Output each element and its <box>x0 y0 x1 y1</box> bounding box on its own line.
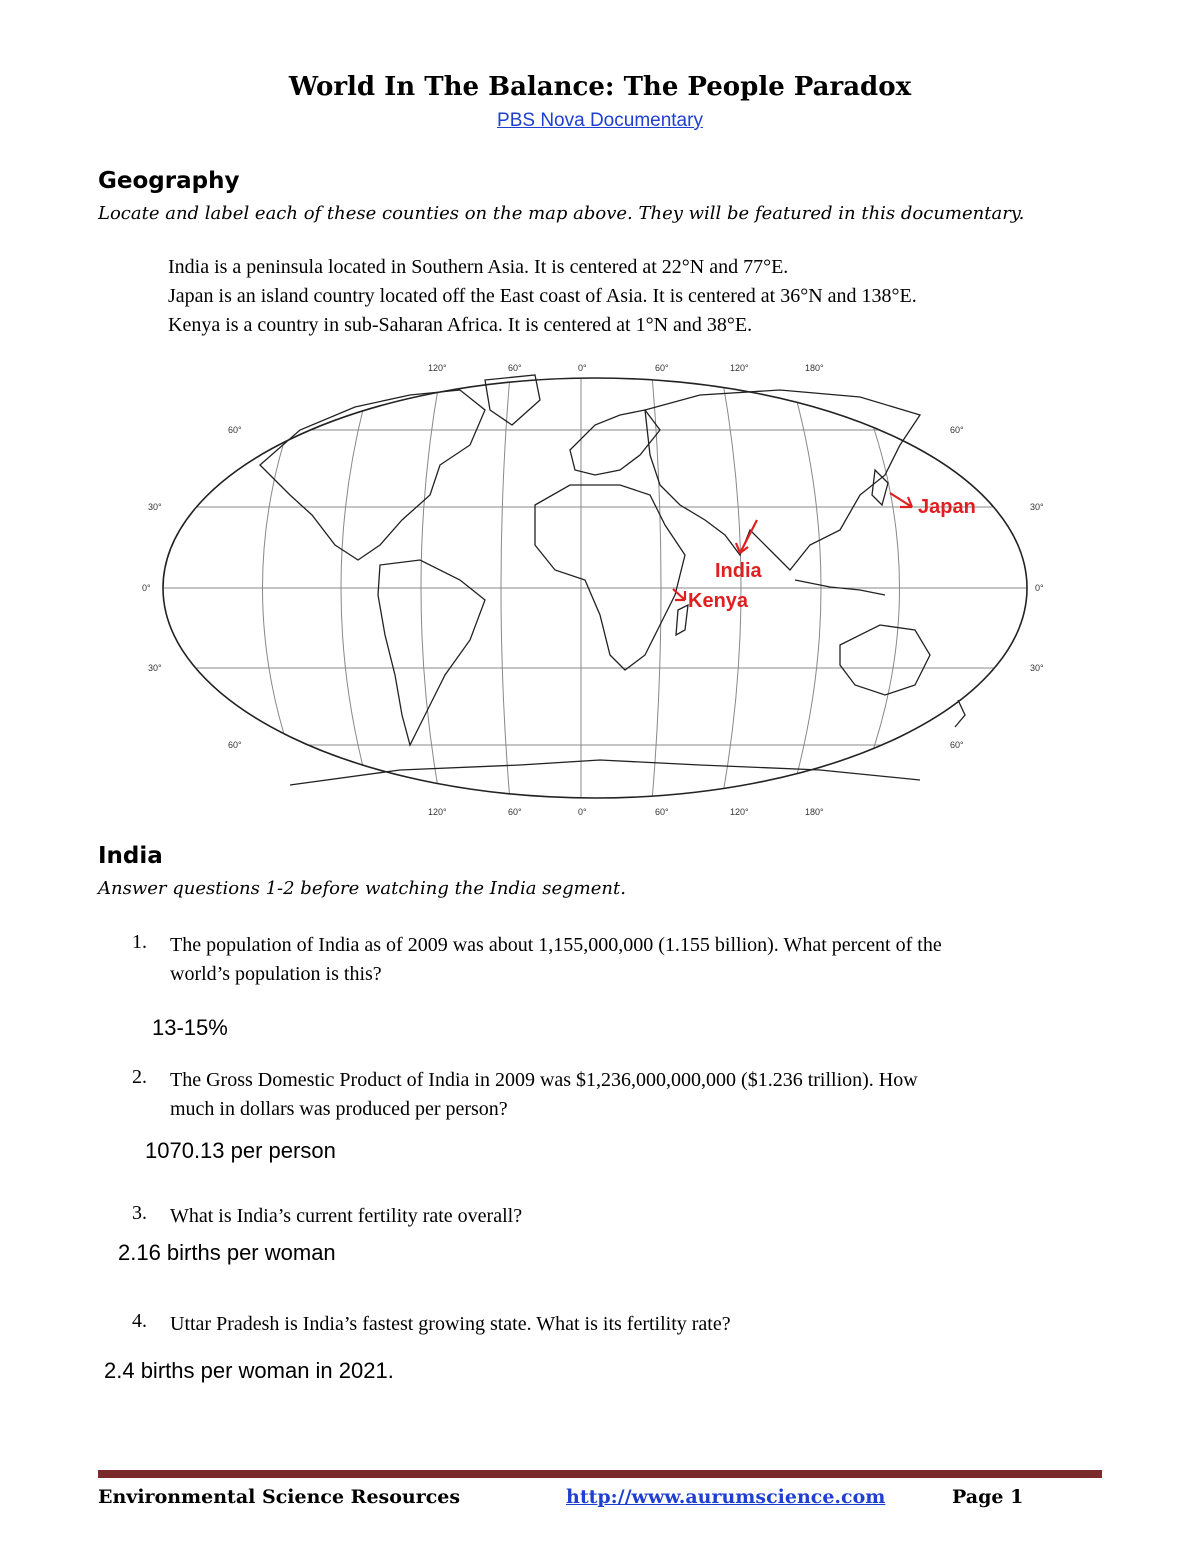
map-annotations <box>673 493 912 600</box>
top-label-60e: 60° <box>655 363 669 373</box>
answer-2: 1070.13 per person <box>145 1138 336 1163</box>
north-america-outline <box>260 390 485 560</box>
japan-arrow <box>890 493 912 507</box>
antarctica-outline <box>290 760 920 785</box>
right-label-0: 0° <box>1035 583 1044 593</box>
question-2-number: 2. <box>132 1066 147 1088</box>
question-2-line2: much in dollars was produced per person? <box>170 1098 508 1120</box>
top-label-120w: 120° <box>428 363 447 373</box>
footer-page-number: Page 1 <box>952 1486 1024 1508</box>
top-label-120e: 120° <box>730 363 749 373</box>
world-map <box>140 355 1060 820</box>
left-label-60s: 60° <box>228 740 242 750</box>
question-1-line2: world’s population is this? <box>170 963 382 985</box>
answer-4: 2.4 births per woman in 2021. <box>104 1358 394 1383</box>
left-label-30s: 30° <box>148 663 162 673</box>
answer-3: 2.16 births per woman <box>118 1240 336 1265</box>
question-4-text: Uttar Pradesh is India’s fastest growing state. What is its fertility rate? <box>170 1313 731 1335</box>
left-label-30n: 30° <box>148 502 162 512</box>
japan-label: Japan <box>918 496 976 518</box>
question-1-number: 1. <box>132 931 147 953</box>
left-label-0: 0° <box>142 583 151 593</box>
bottom-label-60w: 60° <box>508 807 522 817</box>
madagascar-outline <box>676 605 688 635</box>
top-label-0: 0° <box>578 363 587 373</box>
kenya-label: Kenya <box>688 590 749 612</box>
geography-instruction: Locate and label each of these counties on the map above. They will be featured in this documentary. <box>98 203 1025 224</box>
footer-publisher: Environmental Science Resources <box>98 1486 461 1508</box>
bottom-label-120e: 120° <box>730 807 749 817</box>
top-label-60w: 60° <box>508 363 522 373</box>
geography-heading: Geography <box>98 168 240 194</box>
question-4-number: 4. <box>132 1310 147 1332</box>
right-label-30s: 30° <box>1030 663 1044 673</box>
map-continents <box>260 375 965 785</box>
australia-outline <box>840 625 930 695</box>
right-label-30n: 30° <box>1030 502 1044 512</box>
bottom-label-60e: 60° <box>655 807 669 817</box>
document-title: World In The Balance: The People Paradox <box>288 72 912 102</box>
map-graticule <box>140 375 1060 801</box>
footer-divider <box>98 1470 1102 1478</box>
answer-1: 13-15% <box>152 1015 228 1040</box>
bottom-label-0: 0° <box>578 807 587 817</box>
bottom-label-120w: 120° <box>428 807 447 817</box>
question-1-line1: The population of India as of 2009 was about 1,155,000,000 (1.155 billion). What percent of the <box>170 934 942 956</box>
fact-india: India is a peninsula located in Southern Asia. It is centered at 22°N and 77°E. <box>168 256 789 278</box>
india-heading: India <box>98 843 163 869</box>
question-2-text <box>170 1066 1100 1124</box>
africa-outline <box>535 485 685 670</box>
india-instruction: Answer questions 1-2 before watching the India segment. <box>98 878 626 899</box>
fact-japan: Japan is an island country located off the East coast of Asia. It is centered at 36°N and 138°E. <box>168 285 917 307</box>
left-label-60n: 60° <box>228 425 242 435</box>
right-label-60s: 60° <box>950 740 964 750</box>
question-2-line1: The Gross Domestic Product of India in 2009 was $1,236,000,000,000 ($1.236 trillion). How <box>170 1069 918 1091</box>
top-label-180: 180° <box>805 363 824 373</box>
documentary-link[interactable]: PBS Nova Documentary <box>497 110 703 131</box>
india-label: India <box>715 560 762 582</box>
question-3-number: 3. <box>132 1202 147 1224</box>
footer-website-link[interactable]: http://www.aurumscience.com <box>566 1486 886 1508</box>
question-3-text: What is India’s current fertility rate overall? <box>170 1205 523 1227</box>
bottom-label-180: 180° <box>805 807 824 817</box>
question-1-text <box>170 931 1100 989</box>
fact-kenya: Kenya is a country in sub-Saharan Africa. It is centered at 1°N and 38°E. <box>168 314 753 336</box>
right-label-60n: 60° <box>950 425 964 435</box>
asia-outline <box>645 390 920 570</box>
